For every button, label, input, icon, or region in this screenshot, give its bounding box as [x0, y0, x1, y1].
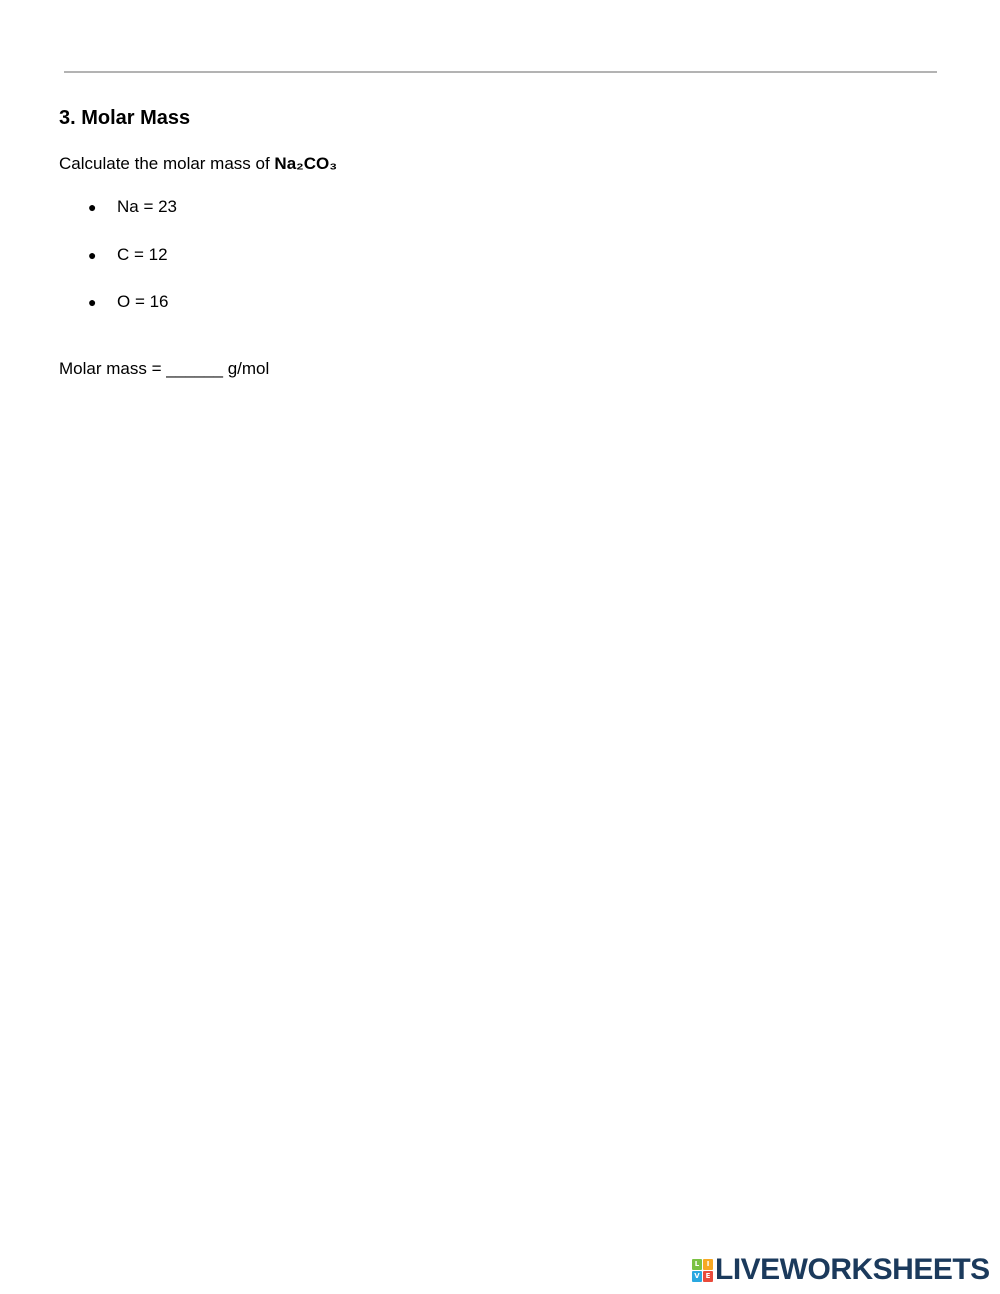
logo-text: LIVEWORKSHEETS — [715, 1253, 990, 1286]
logo-mark-i: I — [703, 1259, 713, 1270]
bullet-icon: ● — [88, 199, 97, 215]
top-divider — [64, 71, 937, 73]
question-text — [59, 153, 337, 175]
bullet-icon: ● — [88, 246, 97, 263]
atomic-mass-na: Na = 23 — [117, 197, 178, 216]
logo-mark-l: L — [692, 1259, 702, 1270]
atomic-mass-o: O = 16 — [117, 292, 169, 311]
answer-line — [59, 358, 269, 380]
answer-blank[interactable]: ______ — [166, 359, 223, 378]
answer-unit: g/mol — [222, 359, 270, 378]
logo-mark-icon — [692, 1259, 712, 1281]
logo-mark-v: V — [692, 1271, 702, 1282]
logo-mark-e: E — [703, 1271, 713, 1282]
answer-label: Molar mass = — [59, 359, 167, 378]
chemical-formula: Na₂CO₃ — [274, 154, 338, 173]
section-heading: 3. Molar Mass — [59, 107, 191, 129]
atomic-mass-c: C = 12 — [117, 244, 168, 264]
bullet-icon: ● — [88, 294, 97, 310]
liveworksheets-logo — [692, 1255, 990, 1285]
question-prefix: Calculate the molar mass of — [59, 154, 275, 173]
